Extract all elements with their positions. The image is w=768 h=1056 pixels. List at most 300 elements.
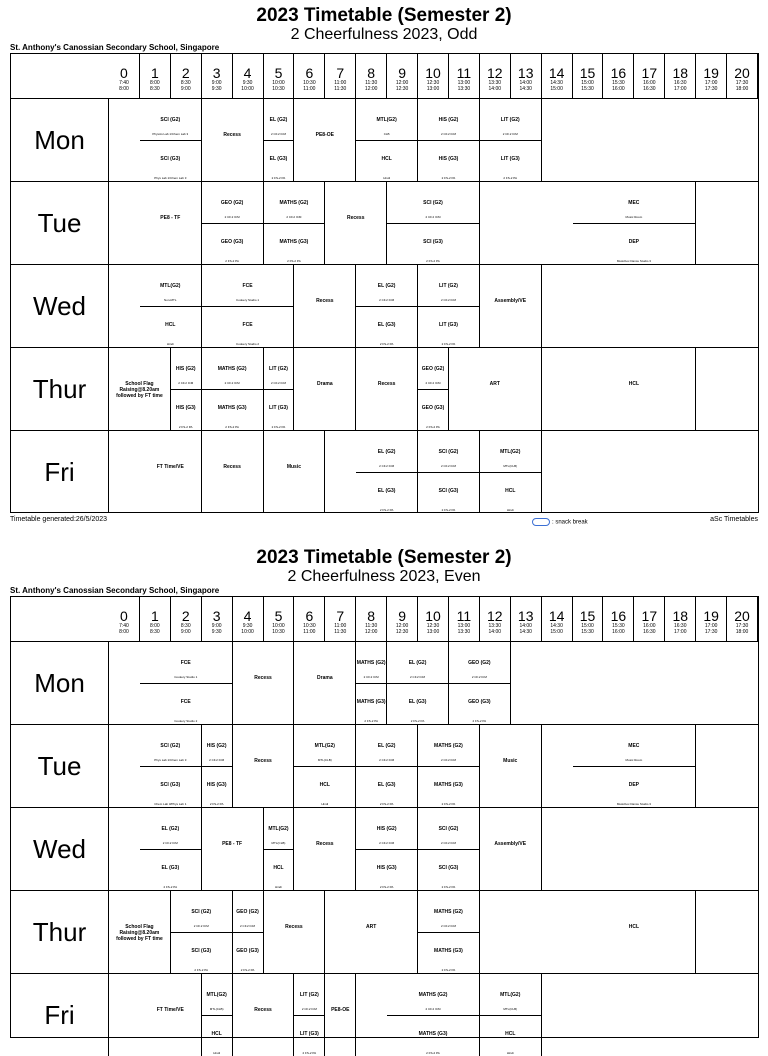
lesson-group-2: GEO (G2) (468, 660, 491, 667)
room-group-2: 2 CF.2 ICM (440, 757, 456, 762)
odd-title: 2023 Timetable (Semester 2) (256, 5, 512, 26)
lesson-group-3: HCL (381, 156, 392, 163)
lesson-group-3: EL (G3) (269, 156, 288, 163)
lesson-cell[interactable] (202, 724, 233, 807)
period-end: 15:00 (550, 86, 563, 92)
lesson-group-2: MTL(G2) (314, 743, 335, 750)
period-header (202, 597, 233, 641)
lesson-cell[interactable] (573, 181, 697, 264)
room-group-3: Hindi (506, 1051, 514, 1055)
period-end: 18:00 (735, 86, 749, 92)
lesson-cell[interactable] (140, 430, 202, 513)
period-start: 16:00 (643, 80, 656, 86)
lesson-cell[interactable] (202, 973, 233, 1056)
period-start: 9:30 (242, 80, 253, 86)
period-header (171, 597, 202, 641)
period-end: 15:30 (581, 86, 594, 92)
period-start: 16:00 (643, 623, 656, 629)
lesson-group-3: MATHS (G3) (217, 405, 247, 412)
period-number: 4 (243, 608, 252, 624)
period-header (294, 597, 325, 641)
period-start: 15:30 (612, 623, 625, 629)
group-divider (171, 389, 201, 390)
period-start: 12:00 (395, 623, 409, 629)
period-start: 12:00 (395, 80, 409, 86)
period-number: 7 (336, 65, 345, 81)
room-group-2: 2 CF.2 ICM (440, 131, 456, 136)
lesson-cell[interactable] (356, 724, 418, 807)
room-group-2: 2 CF.2 ICM (502, 131, 518, 136)
lesson-group-2: GEO (G2) (220, 200, 244, 207)
period-header (418, 597, 449, 641)
day-label: Fri (11, 973, 109, 1056)
group-divider (418, 140, 479, 141)
room-group-2: Physics Lab 1/Chem Lab 3 (152, 131, 189, 136)
snack-break-legend (532, 518, 588, 526)
lesson-cell[interactable] (171, 347, 202, 430)
period-header (356, 54, 387, 98)
lesson-cell[interactable] (140, 807, 202, 890)
period-number: 6 (305, 65, 314, 81)
lesson-group-2: SCI (G2) (191, 909, 212, 916)
lesson-cell[interactable] (202, 181, 264, 264)
period-header (696, 597, 727, 641)
lesson-cell[interactable] (140, 98, 202, 181)
lesson-cell[interactable] (294, 641, 356, 724)
lesson-cell[interactable] (480, 807, 542, 890)
lesson-cell[interactable] (418, 807, 480, 890)
lesson-group-2: FCE (242, 283, 253, 290)
lesson-cell[interactable] (233, 890, 264, 973)
lesson-cell[interactable] (202, 264, 295, 347)
room-group-3: 2 FS-2 PA (426, 259, 440, 263)
lesson-group-3: SCI (G3) (160, 156, 181, 163)
room-group-3: 2 FS-2 PA (163, 885, 178, 889)
lesson-cell[interactable] (294, 724, 356, 807)
lesson-name: HCL (628, 923, 639, 930)
lesson-name: Recess (223, 463, 241, 470)
room-group-3: 2 FS-2 PA (426, 1051, 440, 1055)
period-end: 10:00 (241, 86, 254, 92)
room-group-3: 2 FS-2 PA (364, 719, 378, 723)
lesson-group-2: MATHS (G2) (434, 743, 463, 750)
period-number: 14 (548, 65, 565, 81)
lesson-name: FT Time/VE (156, 463, 184, 470)
lesson-group-3: HCL (505, 1031, 516, 1038)
room-group-3: 2 FS-2 PA (178, 425, 193, 429)
lesson-group-3: MATHS (G3) (356, 699, 386, 706)
lesson-group-3: HIS (G3) (206, 782, 227, 789)
lesson-cell[interactable] (387, 973, 480, 1056)
period-start: 13:30 (488, 623, 502, 629)
room-group-3: 2 FS-2 PA (441, 342, 456, 346)
lesson-cell[interactable] (480, 973, 542, 1056)
period-start: 16:30 (673, 623, 687, 629)
room-group-2: 2 CF.2 ICM (178, 380, 194, 385)
room-group-3: Hindi (321, 802, 329, 806)
period-number: 20 (734, 608, 750, 624)
period-number: 17 (641, 608, 658, 624)
group-divider (264, 849, 294, 850)
period-header (264, 597, 295, 641)
period-end: 11:00 (303, 86, 316, 92)
lesson-name: FT Time/VE (156, 1006, 184, 1013)
lesson-cell[interactable] (294, 973, 325, 1056)
period-start: 12:30 (426, 80, 440, 86)
period-number: 14 (548, 608, 565, 624)
period-start: 8:30 (180, 80, 191, 86)
lesson-name: Drama (317, 380, 333, 387)
group-divider (140, 140, 201, 141)
period-start: 17:00 (704, 623, 718, 629)
room-group-2: 2 CF.2 ICM (440, 840, 456, 845)
lesson-cell[interactable] (202, 98, 264, 181)
group-divider (356, 306, 417, 307)
room-group-3: 2 FS-2 PA (441, 802, 456, 806)
lesson-name: ART (366, 923, 377, 930)
period-end: 8:00 (119, 629, 129, 635)
lesson-name: PE8-OE (331, 1006, 350, 1013)
lesson-cell[interactable] (202, 347, 264, 430)
group-divider (264, 223, 325, 224)
lesson-group-2: MATHS (G2) (217, 366, 247, 373)
period-end: 12:30 (395, 629, 409, 635)
room-group-2: Music Room (625, 757, 643, 762)
lesson-cell[interactable] (480, 264, 542, 347)
room-group-2: 2 CF.2 ICM (379, 463, 395, 468)
snack-cloud-icon (532, 518, 550, 526)
period-header (356, 597, 387, 641)
period-end: 14:00 (488, 629, 502, 635)
lesson-cell[interactable] (233, 973, 295, 1056)
lesson-cell[interactable] (264, 807, 295, 890)
odd-subtitle: 2 Cheerfulness 2023, Odd (290, 26, 478, 43)
lesson-cell[interactable] (140, 181, 202, 264)
room-group-2: 2 CF.2 ICM (162, 840, 178, 845)
period-header (665, 597, 696, 641)
even-subtitle: 2 Cheerfulness 2023, Even (287, 568, 481, 585)
lesson-cell[interactable] (418, 724, 480, 807)
lesson-cell[interactable] (140, 724, 202, 807)
room-group-3: Cookery Studio 2 (174, 719, 198, 723)
lesson-cell[interactable] (233, 724, 295, 807)
period-start: 7:40 (119, 623, 129, 629)
period-header (264, 54, 295, 98)
period-end: 10:30 (272, 629, 285, 635)
lesson-cell[interactable] (449, 641, 511, 724)
room-group-3: 2 FS-2 PA (441, 885, 456, 889)
lesson-group-2: EL (G2) (161, 826, 180, 833)
lesson-group-2: EL (G2) (408, 660, 427, 667)
period-end: 9:00 (180, 629, 191, 635)
lesson-name: Recess (254, 674, 272, 681)
period-end: 10:00 (241, 629, 254, 635)
period-end: 16:00 (612, 86, 625, 92)
lesson-group-2: MTL(G2) (268, 826, 289, 833)
period-end: 12:30 (395, 86, 409, 92)
lesson-name: Music (286, 463, 301, 470)
period-start: 17:30 (735, 623, 749, 629)
lesson-cell[interactable] (171, 890, 233, 973)
period-number: 12 (487, 608, 503, 624)
lesson-name: ART (489, 380, 500, 387)
group-divider (480, 1015, 541, 1016)
period-header (140, 597, 171, 641)
room-group-3: Hindi (383, 176, 391, 180)
lesson-cell[interactable] (573, 890, 697, 973)
period-start: 15:00 (581, 623, 594, 629)
period-number: 10 (425, 608, 441, 624)
lesson-group-3: HCL (319, 782, 330, 789)
lesson-cell[interactable] (109, 890, 171, 973)
room-group-2: 2 CF.2 ICM (425, 380, 441, 385)
room-group-2: 2 CF.2 ICM (440, 463, 456, 468)
lesson-cell[interactable] (573, 724, 697, 807)
room-group-2: 2 CF.2 ICM (471, 674, 487, 679)
lesson-group-2: LIT (G2) (500, 117, 520, 124)
group-divider (233, 932, 263, 933)
room-group-2: 2 CF.2 ICM (425, 214, 441, 219)
lesson-cell[interactable] (356, 347, 418, 430)
period-start: 13:30 (488, 80, 502, 86)
room-group-3: Hindi (506, 508, 514, 512)
lesson-cell[interactable] (294, 347, 356, 430)
lesson-group-3: LIT (G3) (269, 405, 288, 412)
period-header (449, 54, 480, 98)
lesson-cell[interactable] (356, 264, 418, 347)
room-group-2: 2 CF.2 ICM (425, 1006, 441, 1011)
room-group-3: Hindi (213, 1051, 221, 1055)
period-start: 8:00 (149, 80, 160, 86)
lesson-cell[interactable] (264, 347, 295, 430)
period-header (634, 54, 665, 98)
period-header (233, 597, 264, 641)
period-number: 1 (150, 608, 159, 624)
room-group-3: 2 FS-2 PA (426, 425, 440, 429)
lesson-group-2: MATHS (G2) (434, 909, 463, 916)
lesson-cell[interactable] (356, 807, 418, 890)
period-start: 9:00 (211, 623, 222, 629)
period-end: 8:30 (149, 629, 160, 635)
lesson-group-3: FCE (242, 322, 253, 329)
even-school-name: St. Anthony's Canossian Secondary School, Singapore (10, 586, 220, 595)
group-divider (202, 389, 263, 390)
period-end: 13:30 (457, 86, 471, 92)
lesson-group-2: HIS (G2) (438, 117, 459, 124)
lesson-cell[interactable] (480, 724, 542, 807)
lesson-group-3: SCI (G3) (438, 865, 459, 872)
lesson-cell[interactable] (480, 98, 542, 181)
lesson-cell[interactable] (140, 641, 233, 724)
room-group-3: 2 FS-2 PA (287, 259, 301, 263)
period-header (511, 54, 542, 98)
lesson-group-2: MTL(G2) (206, 992, 227, 999)
room-group-3: 2 FS-2 PA (441, 968, 456, 972)
room-group-2: Non-MTL (164, 297, 177, 302)
period-start: 14:30 (550, 80, 563, 86)
lesson-group-2: HIS (G2) (175, 366, 196, 373)
period-header (573, 54, 604, 98)
room-group-3: Cookery Studio 2 (236, 342, 260, 346)
room-group-3: 2 FS-2 PA (379, 508, 394, 512)
period-header (634, 597, 665, 641)
lesson-cell[interactable] (387, 641, 449, 724)
day-label: Mon (11, 641, 109, 724)
period-number: 18 (672, 65, 689, 81)
lesson-group-2: MTL(G2) (376, 117, 397, 124)
lesson-group-2: SCI (G2) (423, 200, 443, 207)
lesson-cell[interactable] (264, 430, 326, 513)
lesson-cell[interactable] (140, 264, 202, 347)
lesson-group-3: GEO (G3) (236, 948, 259, 955)
lesson-cell[interactable] (418, 264, 480, 347)
period-end: 18:00 (735, 629, 749, 635)
period-number: 15 (579, 65, 596, 81)
period-header (603, 597, 634, 641)
lesson-group-3: EL (G3) (161, 865, 180, 872)
lesson-cell[interactable] (294, 264, 356, 347)
period-start: 15:30 (612, 80, 625, 86)
lesson-group-3: HCL (211, 1031, 222, 1038)
lesson-group-3: SCI (G3) (160, 782, 181, 789)
lesson-cell[interactable] (325, 181, 387, 264)
room-group-2: Music Room (625, 214, 643, 219)
lesson-group-2: SCI (G2) (160, 743, 181, 750)
lesson-name: Music (503, 757, 518, 764)
room-group-2: MTL(CLB) (271, 840, 286, 845)
period-start: 9:30 (242, 623, 253, 629)
lesson-name: Recess (254, 757, 272, 764)
lesson-group-2: MATHS (G2) (279, 200, 309, 207)
period-header (233, 54, 264, 98)
group-divider (418, 306, 479, 307)
lesson-cell[interactable] (325, 890, 418, 973)
lesson-cell[interactable] (294, 807, 356, 890)
lesson-group-2: HIS (G2) (206, 743, 227, 750)
lesson-name: Recess (316, 297, 334, 304)
period-header (449, 597, 480, 641)
lesson-group-3: EL (G3) (377, 488, 396, 495)
group-divider (356, 472, 417, 473)
period-header (294, 54, 325, 98)
room-group-2: 2 CF.2 ICM (363, 674, 379, 679)
lesson-cell[interactable] (202, 807, 264, 890)
period-start: 9:00 (211, 80, 222, 86)
period-header (665, 54, 696, 98)
period-number: 19 (703, 65, 719, 81)
period-number: 9 (398, 608, 406, 624)
lesson-group-3: MATHS (G3) (418, 1031, 448, 1038)
lesson-group-3: GEO (G3) (220, 239, 244, 246)
period-end: 9:30 (211, 86, 222, 92)
period-number: 19 (703, 608, 719, 624)
lesson-group-3: LIT (G3) (299, 1031, 319, 1038)
group-divider (480, 140, 541, 141)
period-header (325, 597, 356, 641)
lesson-cell[interactable] (480, 430, 542, 513)
room-group-3: 2 FS-2 PA (441, 508, 456, 512)
lesson-group-3: MATHS (G3) (434, 782, 463, 789)
period-start: 10:30 (303, 80, 316, 86)
period-number: 11 (456, 608, 472, 624)
group-divider (356, 766, 417, 767)
lesson-name: Assembly/VE (494, 297, 527, 304)
lesson-cell[interactable] (356, 430, 418, 513)
even-title: 2023 Timetable (Semester 2) (256, 547, 512, 568)
period-number: 20 (734, 65, 750, 81)
lesson-cell[interactable] (356, 98, 418, 181)
lesson-cell[interactable] (233, 641, 295, 724)
group-divider (202, 223, 263, 224)
period-end: 8:00 (119, 86, 129, 92)
period-end: 13:00 (426, 86, 440, 92)
day-label: Tue (11, 181, 109, 264)
lesson-cell[interactable] (573, 347, 697, 430)
period-number: 3 (212, 65, 221, 81)
period-number: 2 (181, 608, 190, 624)
lesson-cell[interactable] (264, 890, 326, 973)
lesson-cell[interactable] (449, 347, 542, 430)
lesson-cell[interactable] (387, 181, 480, 264)
period-end: 13:30 (457, 629, 471, 635)
period-header (202, 54, 233, 98)
lesson-cell[interactable] (140, 973, 202, 1056)
lesson-group-2: FCE (180, 660, 191, 667)
period-start: 13:00 (457, 80, 471, 86)
group-divider (356, 849, 417, 850)
lesson-group-2: EL (G2) (377, 449, 396, 456)
room-group-3: Musicbox Dance Studio 3 (616, 802, 651, 806)
lesson-cell[interactable] (264, 181, 326, 264)
period-end: 15:30 (581, 629, 594, 635)
lesson-name: PE8 - TF (222, 840, 243, 847)
group-divider (387, 1015, 479, 1016)
period-header (109, 597, 140, 641)
lesson-cell[interactable] (356, 641, 387, 724)
room-group-2: 2 CF.2 ICM (440, 297, 456, 302)
room-group-3: 2 FS-2 PA (271, 176, 286, 180)
period-start: 11:30 (365, 623, 378, 629)
room-group-3: Hindi (166, 342, 174, 346)
period-start: 10:30 (303, 623, 316, 629)
lesson-cell[interactable] (202, 430, 264, 513)
day-label: Tue (11, 724, 109, 807)
room-group-2: CLB (383, 131, 390, 136)
lesson-cell[interactable] (294, 98, 356, 181)
lesson-cell[interactable] (418, 98, 480, 181)
period-header (727, 597, 758, 641)
lesson-cell[interactable] (264, 98, 295, 181)
lesson-group-3: EL (G3) (408, 699, 427, 706)
lesson-cell[interactable] (418, 430, 480, 513)
room-group-2: 2 CF.2 ICM (240, 923, 256, 928)
period-start: 7:40 (119, 80, 129, 86)
group-divider (387, 683, 448, 684)
lesson-group-3: EL (G3) (377, 782, 396, 789)
lesson-group-2: MTL(G2) (160, 283, 181, 290)
group-divider (418, 472, 479, 473)
period-number: 12 (487, 65, 503, 81)
period-start: 17:00 (704, 80, 718, 86)
lesson-group-3: GEO (G3) (468, 699, 491, 706)
lesson-cell[interactable] (418, 347, 449, 430)
group-divider (387, 223, 479, 224)
lesson-cell[interactable] (109, 347, 171, 430)
period-number: 16 (610, 65, 627, 81)
period-end: 8:30 (149, 86, 160, 92)
lesson-cell[interactable] (325, 973, 356, 1056)
lesson-cell[interactable] (418, 890, 480, 973)
